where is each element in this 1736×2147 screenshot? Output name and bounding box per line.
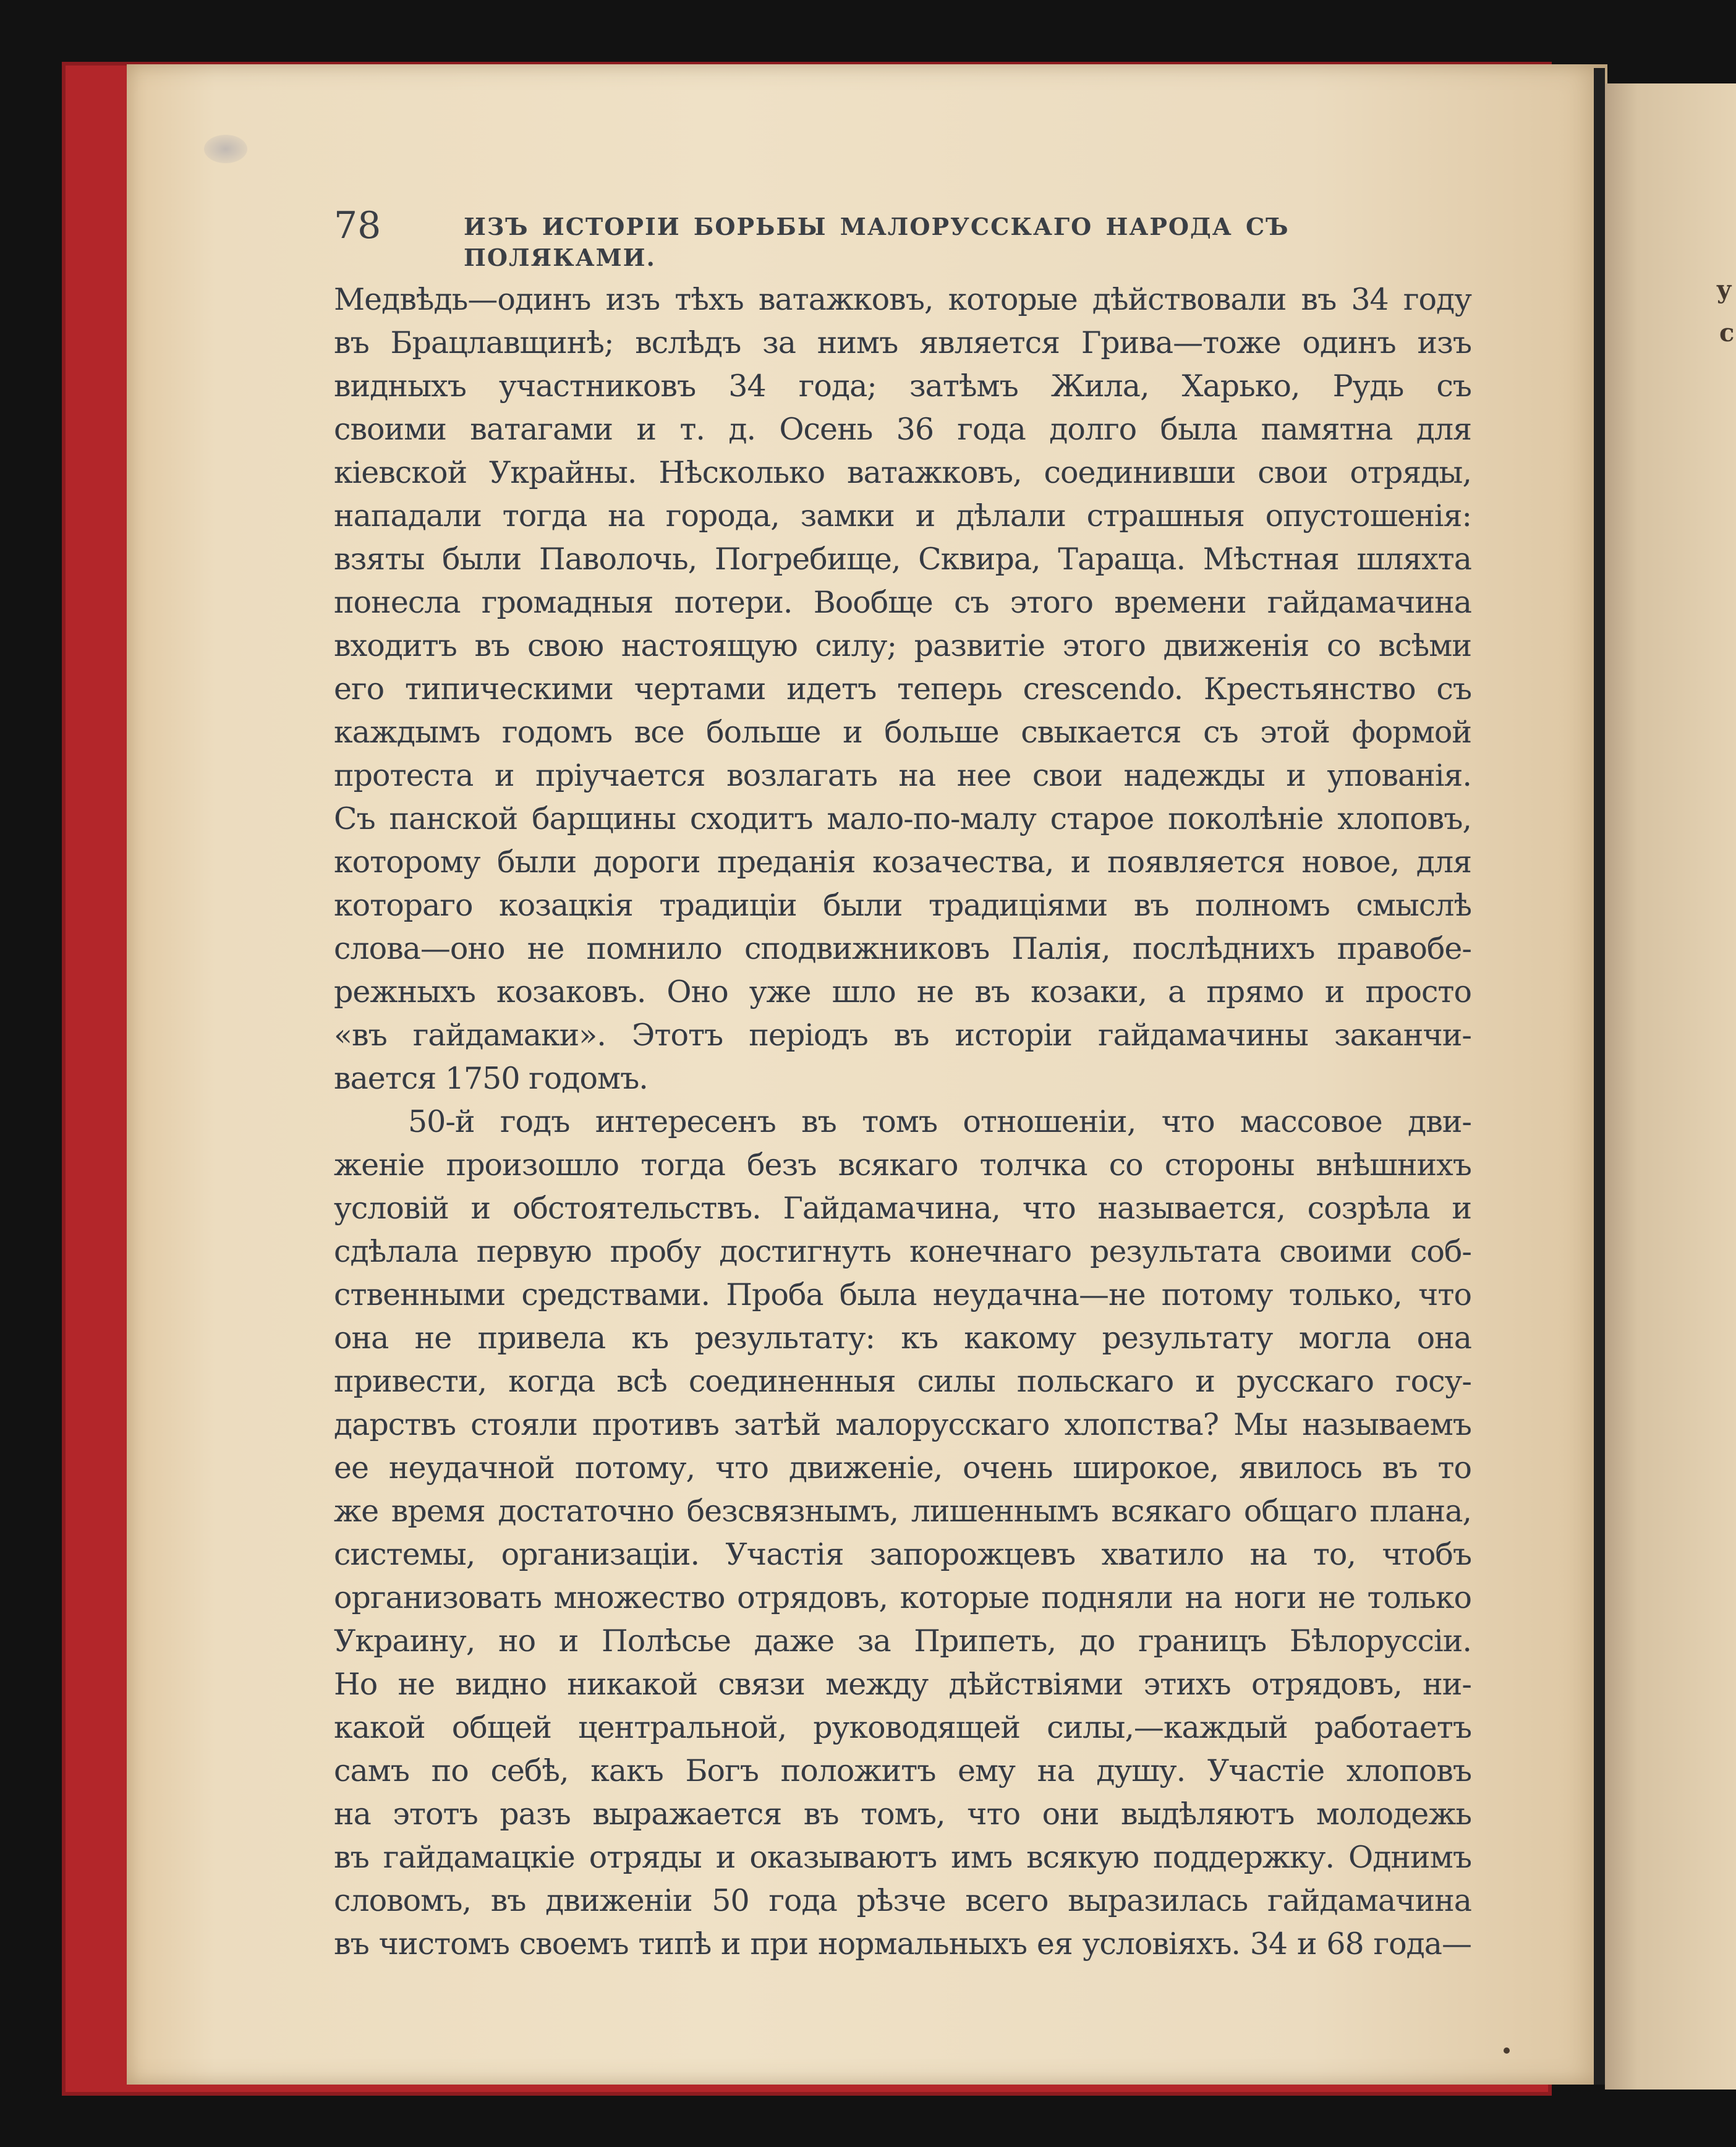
text-line: входитъ въ свою настоящую силу; развитіе этого движенія со всѣми [334, 628, 1471, 663]
text-line: которому были дороги преданія козачества, и появляется новое, для [334, 844, 1471, 880]
facing-page-fragment: с [1719, 318, 1735, 347]
text-line: взяты были Паволочь, Погребище, Сквира, Таращa. Мѣстная шляхта [334, 542, 1471, 577]
text-line: видныхъ участниковъ 34 года; затѣмъ Жила, Харько, Рудь съ [334, 368, 1471, 404]
text-line: Но не видно никакой связи между дѣйствіями этихъ отрядовъ, ни- [334, 1667, 1471, 1702]
text-line: Съ панской барщины сходитъ мало-по-малу старое поколѣніе хлоповъ, [334, 801, 1471, 836]
facing-page [1605, 83, 1736, 2090]
text-line: его типическими чертами идетъ теперь crescendo. Крестьянство съ [334, 671, 1471, 707]
text-line: своими ватагами и т. д. Осень 36 года долго была памятна для [334, 412, 1471, 447]
ink-smudge [204, 135, 247, 163]
text-line: сдѣлала первую пробу достигнуть конечнаго результата своими соб- [334, 1234, 1471, 1269]
text-line: какой общей центральной, руководящей силы,—каждый работаетъ [334, 1710, 1471, 1745]
text-line: режныхъ козаковъ. Оно уже шло не въ козаки, а прямо и просто [334, 974, 1471, 1010]
text-line: слова—оно не помнило сподвижниковъ Палія, послѣднихъ правобе- [334, 931, 1471, 966]
text-line: Украину, но и Полѣсье даже за Припеть, до границъ Бѣлоруссіи. [334, 1623, 1471, 1659]
text-line: въ Брацлавщинѣ; вслѣдъ за нимъ является Грива—тоже одинъ изъ [334, 325, 1471, 360]
text-line: женіе произошло тогда безъ всякаго толчка со стороны внѣшнихъ [334, 1147, 1471, 1183]
text-line: на этотъ разъ выражается въ томъ, что они выдѣляютъ молодежь [334, 1796, 1471, 1832]
text-line: нападали тогда на города, замки и дѣлали страшныя опустошенія: [334, 498, 1471, 534]
text-line: самъ по себѣ, какъ Богъ положитъ ему на душу. Участіе хлоповъ [334, 1753, 1471, 1788]
text-line: организовать множество отрядовъ, которые подняли на ноги не только [334, 1580, 1471, 1615]
text-line: дарствъ стояли противъ затѣй малорусскаго хлопства? Мы называемъ [334, 1407, 1471, 1442]
text-line: каждымъ годомъ все больше и больше свыкается съ этой формой [334, 715, 1471, 750]
text-line: кіевской Украйны. Нѣсколько ватажковъ, соединивши свои отряды, [334, 455, 1471, 490]
text-line: котораго козацкія традиціи были традиціями въ полномъ смыслѣ [334, 888, 1471, 923]
text-line: ее неудачной потому, что движеніе, очень широкое, явилось въ то [334, 1450, 1471, 1486]
text-line: понесла громадныя потери. Вообще съ этого времени гайдамачина [334, 585, 1471, 620]
text-line: въ гайдамацкіе отряды и оказываютъ имъ всякую поддержку. Однимъ [334, 1840, 1471, 1875]
text-line: протеста и пріучается возлагать на нее свои надежды и упованія. [334, 758, 1471, 793]
book-gutter [1594, 68, 1605, 2085]
text-line: Медвѣдь—одинъ изъ тѣхъ ватажковъ, которые дѣйствовали въ 34 году [334, 282, 1471, 317]
text-line: 50-й годъ интересенъ въ томъ отношеніи, что массовое дви- [408, 1104, 1471, 1139]
text-line: привести, когда всѣ соединенныя силы польскаго и русскаго госу- [334, 1364, 1471, 1399]
text-line: въ чистомъ своемъ типѣ и при нормальныхъ ея условіяхъ. 34 и 68 года— [334, 1926, 1471, 1962]
facing-page-fragment: у [1716, 275, 1732, 304]
text-line: вается 1750 годомъ. [334, 1061, 648, 1096]
text-line: словомъ, въ движеніи 50 года рѣзче всего выразилась гайдамачина [334, 1883, 1471, 1918]
text-line: же время достаточно безсвязнымъ, лишеннымъ всякаго общаго плана, [334, 1494, 1471, 1529]
text-line: ственными средствами. Проба была неудачна—не потому только, что [334, 1277, 1471, 1312]
text-line: условій и обстоятельствъ. Гайдамачина, что называется, созрѣла и [334, 1191, 1471, 1226]
ink-dot [1504, 2047, 1510, 2054]
running-head [334, 204, 1471, 271]
text-line: она не привела къ результату: къ какому результату могла она [334, 1320, 1471, 1356]
running-title: ИЗЪ ИСТОРІИ БОРЬБЫ МАЛОРУССКАГО НАРОДА СЪ ПОЛЯКАМИ. [464, 213, 1290, 271]
text-line: «въ гайдамаки». Этотъ періодъ въ исторіи гайдамачины заканчи- [334, 1018, 1471, 1053]
body-text [334, 278, 1471, 1966]
page-number: 78 [334, 204, 381, 247]
text-line: системы, организаціи. Участія запорожцевъ хватило на то, чтобъ [334, 1537, 1471, 1572]
